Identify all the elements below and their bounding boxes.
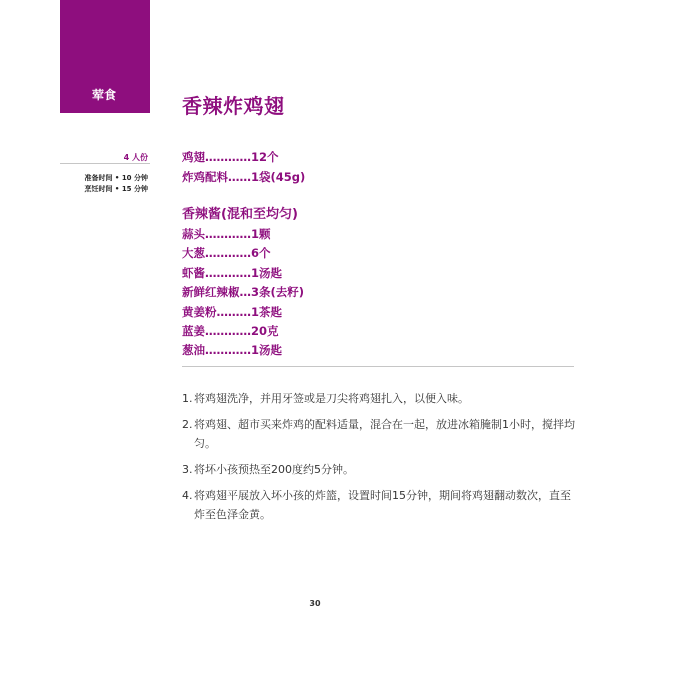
time-info	[84, 173, 148, 195]
sauce-ingredient-item: 蒜头…………1颗	[182, 227, 271, 241]
ingredients-section	[182, 148, 542, 361]
sauce-title: 香辣酱(混和至均匀)	[182, 207, 298, 222]
ingredient-item: 炸鸡配料……1袋(45g)	[182, 169, 306, 184]
cook-time: 烹饪时间 • 15 分钟	[84, 185, 148, 193]
step-number: 4.	[182, 489, 193, 502]
sauce-ingredient-list	[182, 225, 542, 361]
page-number: 30	[309, 599, 321, 608]
step-number: 3.	[182, 463, 193, 476]
step-number: 1.	[182, 392, 193, 405]
category-label: 荤食	[92, 88, 117, 102]
servings-label: 4 人份	[123, 153, 148, 162]
instruction-steps	[182, 389, 577, 531]
sauce-ingredient-item: 虾酱…………1汤匙	[182, 265, 283, 280]
instruction-step	[182, 486, 577, 524]
section-divider	[182, 366, 574, 367]
ingredient-item: 鸡翅…………12个	[182, 150, 279, 164]
sauce-ingredient-item: 蓝姜…………20克	[182, 323, 279, 338]
sidebar-divider	[60, 163, 150, 164]
step-text: 将鸡翅洗净，并用牙签或是刀尖将鸡翅扎入，以便入味。	[194, 392, 469, 405]
step-text: 将坏小孩预热至200度约5分钟。	[194, 463, 354, 476]
sauce-ingredient-item: 葱油…………1汤匙	[182, 343, 283, 358]
step-text: 将鸡翅、超市买来炸鸡的配料适量，混合在一起，放进冰箱腌制1小时，搅拌均匀。	[194, 418, 575, 450]
prep-time: 准备时间 • 10 分钟	[84, 174, 148, 182]
sauce-ingredient-item: 大葱…………6个	[182, 246, 271, 261]
sauce-ingredient-item: 黄姜粉………1茶匙	[182, 304, 283, 319]
step-number: 2.	[182, 418, 193, 431]
instruction-step	[182, 389, 577, 408]
sauce-ingredient-item: 新鲜红辣椒…3条(去籽)	[182, 285, 305, 300]
instruction-step	[182, 460, 577, 479]
step-text: 将鸡翅平展放入坏小孩的炸篮，设置时间15分钟，期间将鸡翅翻动数次，直至炸至色泽金黄。	[194, 489, 571, 521]
recipe-title: 香辣炸鸡翅	[182, 94, 285, 118]
instruction-step	[182, 415, 577, 453]
